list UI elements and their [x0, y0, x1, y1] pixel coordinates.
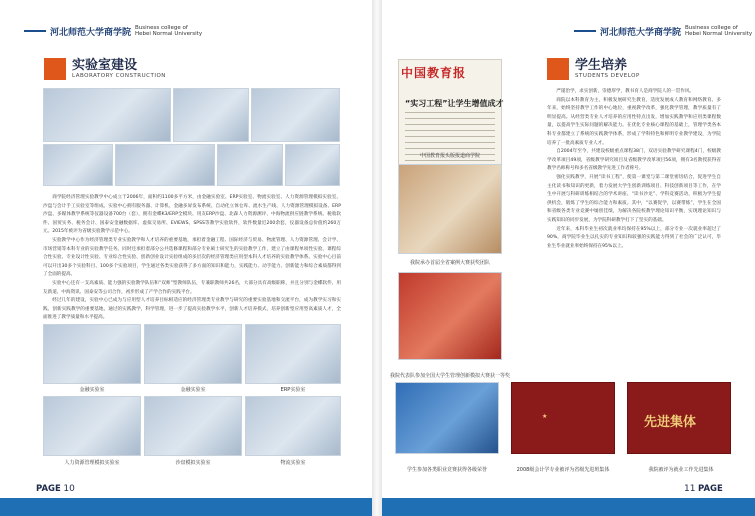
lab-photo	[251, 88, 340, 142]
lab-photo	[43, 88, 171, 142]
photo-caption: 物流实验室	[280, 460, 306, 466]
lab-photo	[245, 324, 341, 384]
left-section-title: 实验室建设 LABORATORY CONSTRUCTION	[44, 58, 166, 80]
newspaper-headline: “实习工程”让学生增值成才	[405, 99, 504, 108]
footer-bar	[0, 498, 373, 516]
lab-photo	[173, 88, 249, 142]
photo-caption: 2008级会计学专业被评为省级先进班集体	[516, 467, 610, 473]
footer-bar	[382, 498, 755, 516]
right-body-text: 严谨治学，求实创新，崇德厚学，教书育人是商学院人的一贯作风。 商院以本科教育为主，积极发展研究生教育，适度发展成人教育和网络教育。多年来，始终坚持教学工作的中心地位，重视教学改革，强化教学管理，教学质量有了明显提高。从经营类专业人才培养的应用性特点出发，增加实践教学和应用类课程数量，以提高学生实际问题的解决能力。在优化专业核心课程的基础上，管理学类各本科专业都建立了系统的实践教学体系，形成了学科特色和鲜明专业教学建设，为学院培养了一批高素质专业人才。 自2004年至今，共建设校级重点课程38门，双语实验教学研究课程4门，校级教学改革项目49项，省级教学研究项目及省级教学改革项目56项，拥有3名教授获得省教学名师称号和多名省级教学先进工作者称号。 强化实践教学，开展“读书工程”，使第一课堂与第二课堂密切结合，促进学生自主化读书和知识的更新，着力发展大学生创新训练项目、科技创新项目等工作，在学生中开展与科研训练相结合的学术讲座、“读书沙龙”、学科竞赛活动，积极为学生提供机会，锻炼了学生的综合能力和素质。其中，“以赛促学，以赛带练”，学生在全国和省级各类专业竞赛中屡创佳绩，为解决各院校教学理论知识平衡，实现理论知识与实践知识的同步发展，为学院科研教学打下了坚实的基础。 近年来，本科毕业生初次就业率均保持在95%以上，部分专业一次就业率超过了90%，商学院毕业生以扎实的专业知识和较强的实践能力得到了社会的广泛认可，毕业生毕业就业率始终保持在95%以上。	[547, 89, 721, 249]
certificate-title: 先进集体	[644, 415, 697, 430]
photo-caption: 我院代表队参加全国大学生管理创新模拟大赛获一等奖	[389, 373, 510, 379]
photo-caption: 学生参加各类职业竞赛获得各级荣誉	[406, 467, 487, 473]
photo-caption: 中国教育报头版报道商学院	[419, 153, 480, 159]
right-section-title: 学生培养 STUDENTS DEVELOP	[547, 58, 640, 80]
section-marker	[547, 58, 569, 80]
photo-caption: ERP实验室	[280, 387, 306, 393]
lab-photo	[115, 144, 215, 186]
newspaper-clipping	[398, 59, 502, 167]
left-page	[0, 0, 373, 516]
certificate-photo: ★	[511, 382, 615, 454]
header-subtitle: Business college of Hebei Normal University	[685, 25, 753, 37]
lab-photo	[144, 396, 242, 456]
award-photo	[398, 272, 502, 360]
newspaper-masthead: 中国教育报	[401, 66, 467, 80]
photo-caption: 沙盘模拟实验室	[175, 460, 211, 466]
header-dash	[24, 30, 46, 32]
photo-caption: 金融实验室	[79, 387, 105, 393]
header-title: 河北师范大学商学院	[600, 27, 682, 38]
lab-photo	[43, 396, 141, 456]
competition-photo	[395, 382, 499, 454]
photo-caption: 人力资源管理模拟实验室	[64, 460, 120, 466]
right-header	[574, 22, 752, 40]
photo-caption: 我院被评为就业工作先进集体	[648, 467, 714, 473]
page-number-right: 11 PAGE	[684, 484, 723, 494]
award-photo	[398, 164, 502, 254]
lab-photo	[144, 324, 242, 384]
left-body-text: 商学院经济管理实验教学中心成立于2006年，面积约1100多平方米，由金融实验室、ERP实验室、物流实验室、人力资源管理模拟实验室、沙盘与会计手工实验室等组成。实验中心拥有服务器、计算机、金融多屏发布系统、自动化立体仓库、流水生产线、人力资源管理模拟设备、ERP沙盘、多媒体教学系统等仪器设备700台（套），拥有金蝶K3/ERP全模块、用友ERP沙盘、北森人力资源测评、中海物流供应链教学系统、税收软件、国贸实务、税务会计、国泰安金融数据库、虚拟交易所、EVIEWS、SPSS等教学实验软件，软件数量近200余套，仪器设备总价值约260万元。2015年被评为省级实验教学示范中心。 实验教学中心作为经济管理类专业实验教学和人才培养的重要基地，承担着金融工程、国际经济与贸易、物流管理、人力资源管理、会计学、市场营销等本科专业的实验教学任务。同时还承担着部分公共选修课程和部分专业硕士研究生的实验教学工作，建立了由课程单项性实验、课程综合性实验、专业设计性实验、专业综合性实验、创新创业设计实验组成的多层次的经济管理类应用型本科人才培养的实验教学体系。实验中心目前可以开出30多个实验科目、100多个实验项目，学生通过各类实验获得了多方面的知识和能力，实践能力、动手能力、创新能力和综合素质都得到了全面的提高。 实验中心还有一支高素质、能力强的实验教学队伍和“双师”型教师队伍，专兼职教师共26名，大部分具有高级职称，并且分别与金蝶软件、用友新道、中海资讯、国泰安等公司合作，初步形成了产学合作的实践平台。 经过几年的建设，实验中心已成为与应用型人才培养目标相适应的经济管理类专业教学与研究的重要实验基地和交流平台，成为教学实习和实践、创新实践教学的重要基地，通过的实践教学，科学管理，进一步了提高实验教学水平，创新人才培养模式，培养创新型应用型高素质人才，全面推进了教学质量和水平提高。	[43, 195, 341, 321]
left-header	[24, 22, 202, 40]
section-marker	[44, 58, 66, 80]
lab-photo	[43, 144, 113, 186]
photo-caption: 我院承办首届全省案例大赛获奖团队	[409, 260, 490, 266]
lab-photo	[43, 324, 141, 384]
page-gutter	[372, 0, 382, 516]
certificate-photo	[627, 382, 731, 454]
page-number-left: PAGE 10	[36, 484, 75, 494]
lab-photo	[245, 396, 341, 456]
lab-photo	[217, 144, 283, 186]
header-subtitle: Business college of Hebei Normal University	[135, 25, 203, 37]
lab-photo	[285, 144, 340, 186]
photo-caption: 金融实验室	[180, 387, 206, 393]
header-title: 河北师范大学商学院	[50, 27, 132, 38]
header-dash	[574, 30, 596, 32]
